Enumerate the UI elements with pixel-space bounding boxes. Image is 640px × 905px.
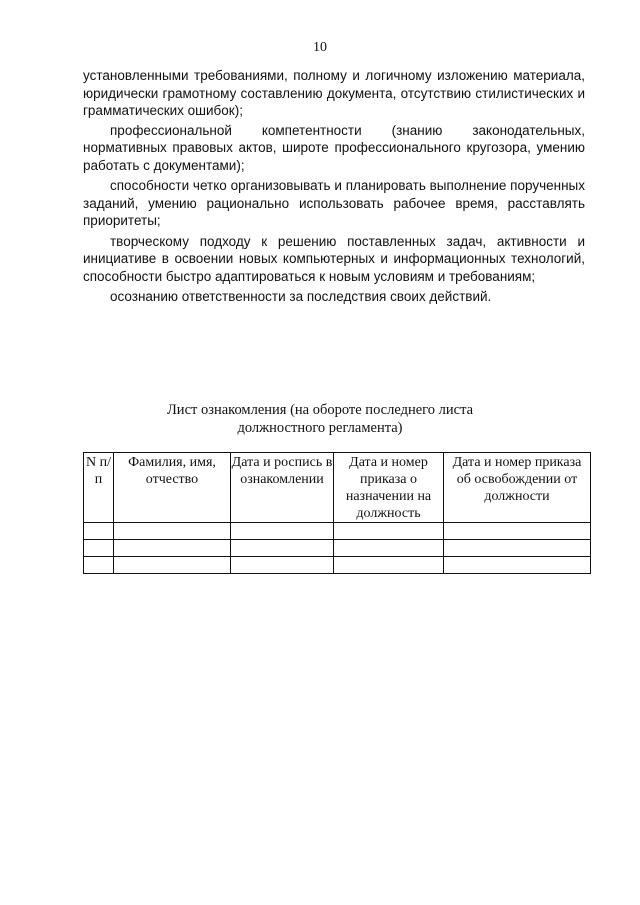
table-cell [334,557,444,574]
body-text [83,67,585,306]
acknowledgment-sheet-title [0,401,640,437]
table-cell [444,540,591,557]
table-cell [231,557,334,574]
table-row [84,523,591,540]
paragraph-creativity: творческому подходу к решению поставленных задач, активности и инициативе в освоении новых компьютерных и информационных технологий, способности быстро адаптироваться к новым условиям и требованиям; [83,233,585,284]
table-cell [114,523,231,540]
paragraph-competence: профессиональной компетентности (знанию законодательных, нормативных правовых актов, широте профессионального кругозора, умению работать с документами); [83,122,585,173]
header-dismissal-order: Дата и номер приказа об освобождении от должности [444,453,591,523]
sheet-title-line-1: Лист ознакомления (на обороте последнего листа [166,402,474,418]
table-cell [334,523,444,540]
table-cell [231,540,334,557]
table-cell [444,557,591,574]
page-number: 10 [313,40,327,55]
table-cell [114,540,231,557]
table-row [84,540,591,557]
acknowledgment-table [83,452,591,574]
sheet-title-line-2: должностного регламента) [237,420,403,436]
table-cell [444,523,591,540]
header-appointment-order: Дата и номер приказа о назначении на должность [334,453,444,523]
table-cell [84,523,114,540]
table-cell [114,557,231,574]
paragraph-requirements: установленными требованиями, полному и логичному изложению материала, юридически грамотному составлению документа, отсутствию стилистических и грамматических ошибок); [83,68,585,118]
header-number: N п/п [84,453,114,523]
table-cell [84,540,114,557]
header-date-signature: Дата и роспись в ознакомлении [231,453,334,523]
table-cell [334,540,444,557]
table-cell [231,523,334,540]
paragraph-organization: способности четко организовывать и планировать выполнение порученных заданий, умению рационально использовать рабочее время, расставлять приоритеты; [83,178,585,228]
table-header-row [84,453,591,523]
paragraph-responsibility: осознанию ответственности за последствия своих действий. [110,289,492,304]
table-row [84,557,591,574]
header-full-name: Фамилия, имя, отчество [114,453,231,523]
table-cell [84,557,114,574]
